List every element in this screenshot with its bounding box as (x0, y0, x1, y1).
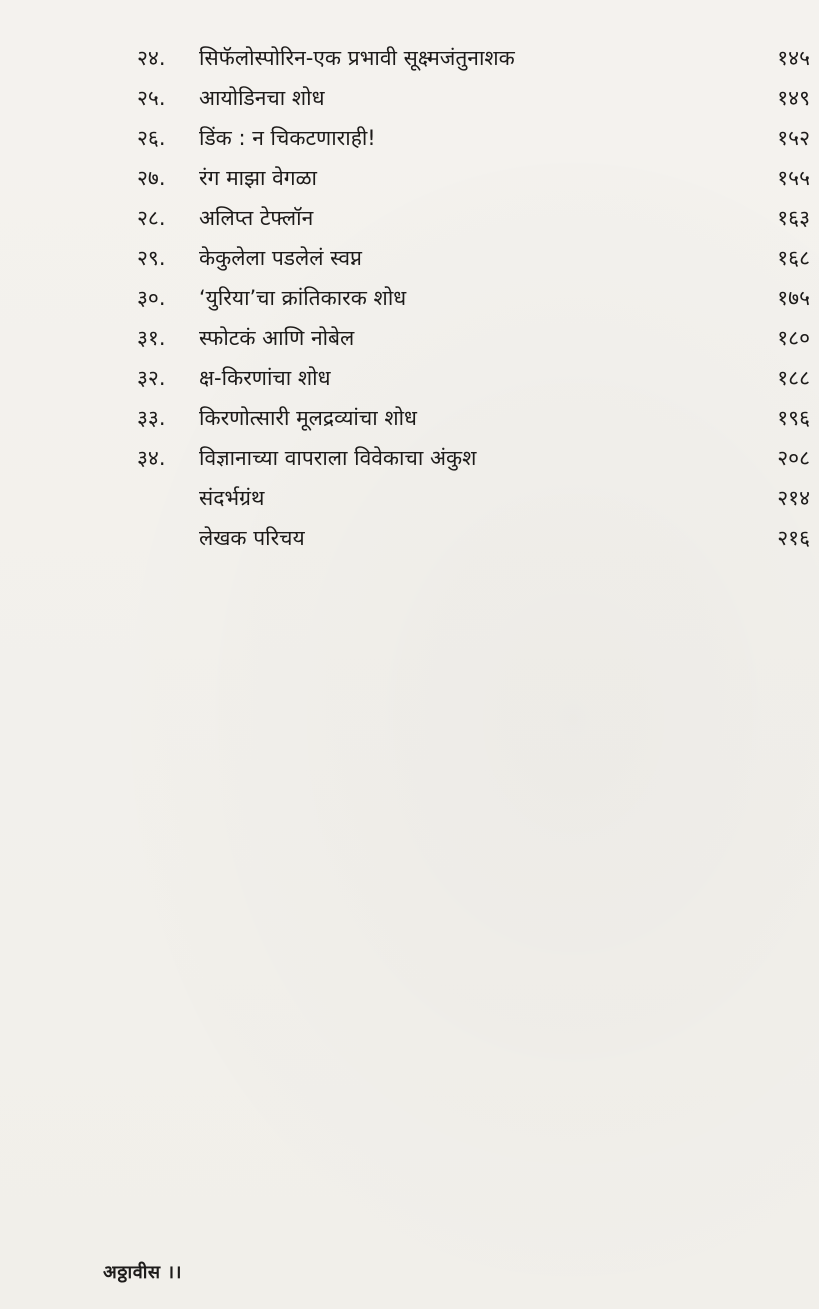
toc-entry-page: १४९ (777, 86, 810, 110)
toc-entry-title: अलिप्त टेफ्लॉन (199, 206, 314, 230)
toc-entry-page: १७५ (777, 286, 810, 310)
toc-entry-page: २०८ (777, 446, 810, 470)
toc-entry (0, 438, 819, 478)
toc-entry (0, 198, 819, 238)
toc-entry (0, 518, 819, 558)
toc-entry-title: रंग माझा वेगळा (199, 166, 317, 190)
toc-entry-page: १५५ (777, 166, 810, 190)
toc-entry-page: १६८ (777, 246, 810, 270)
toc-entry (0, 398, 819, 438)
toc-entry-page: १९६ (777, 406, 810, 430)
toc-entry (0, 238, 819, 278)
toc-entry-number: ३०. (137, 286, 166, 310)
toc-entry-number: २८. (137, 206, 166, 230)
page-number-footer: अठ्ठावीस ।। (103, 1262, 182, 1283)
toc-entry-title: क्ष-किरणांचा शोध (199, 366, 331, 390)
toc-entry-number: २६. (137, 126, 166, 150)
toc-entry (0, 118, 819, 158)
toc-entry-title: लेखक परिचय (199, 526, 305, 550)
toc-entry-title: विज्ञानाच्या वापराला विवेकाचा अंकुश (199, 446, 477, 470)
toc-entry-page: १५२ (777, 126, 810, 150)
toc-entry (0, 358, 819, 398)
table-of-contents (0, 38, 819, 558)
toc-entry-number: ३२. (137, 366, 166, 390)
toc-entry-page: २१६ (777, 526, 810, 550)
toc-entry (0, 318, 819, 358)
toc-entry-number: २९. (137, 246, 166, 270)
toc-entry-page: १४५ (777, 46, 810, 70)
toc-entry-title: केकुलेला पडलेलं स्वप्न (199, 246, 362, 270)
toc-entry-number: ३४. (137, 446, 166, 470)
toc-entry-number: ३३. (137, 406, 166, 430)
toc-entry-title: संदर्भग्रंथ (199, 486, 265, 510)
toc-entry (0, 278, 819, 318)
toc-entry-page: १८८ (777, 366, 810, 390)
toc-entry-number: २७. (137, 166, 166, 190)
toc-entry-page: २१४ (777, 486, 810, 510)
toc-entry-title: आयोडिनचा शोध (199, 86, 325, 110)
toc-entry-number: २५. (137, 86, 166, 110)
toc-entry-page: १६३ (777, 206, 810, 230)
toc-entry (0, 38, 819, 78)
toc-entry (0, 478, 819, 518)
toc-entry-title: स्फोटकं आणि नोबेल (199, 326, 355, 350)
toc-entry-page: १८० (777, 326, 810, 350)
toc-entry-title: किरणोत्सारी मूलद्रव्यांचा शोध (199, 406, 417, 430)
toc-entry-number: २४. (137, 46, 166, 70)
toc-entry-title: सिफॅलोस्पोरिन-एक प्रभावी सूक्ष्मजंतुनाशक (199, 46, 515, 70)
toc-entry-title: डिंक : न चिकटणाराही! (199, 126, 376, 150)
toc-entry (0, 158, 819, 198)
toc-entry-number: ३१. (137, 326, 166, 350)
toc-entry (0, 78, 819, 118)
toc-entry-title: ‘युरिया’चा क्रांतिकारक शोध (199, 286, 407, 310)
